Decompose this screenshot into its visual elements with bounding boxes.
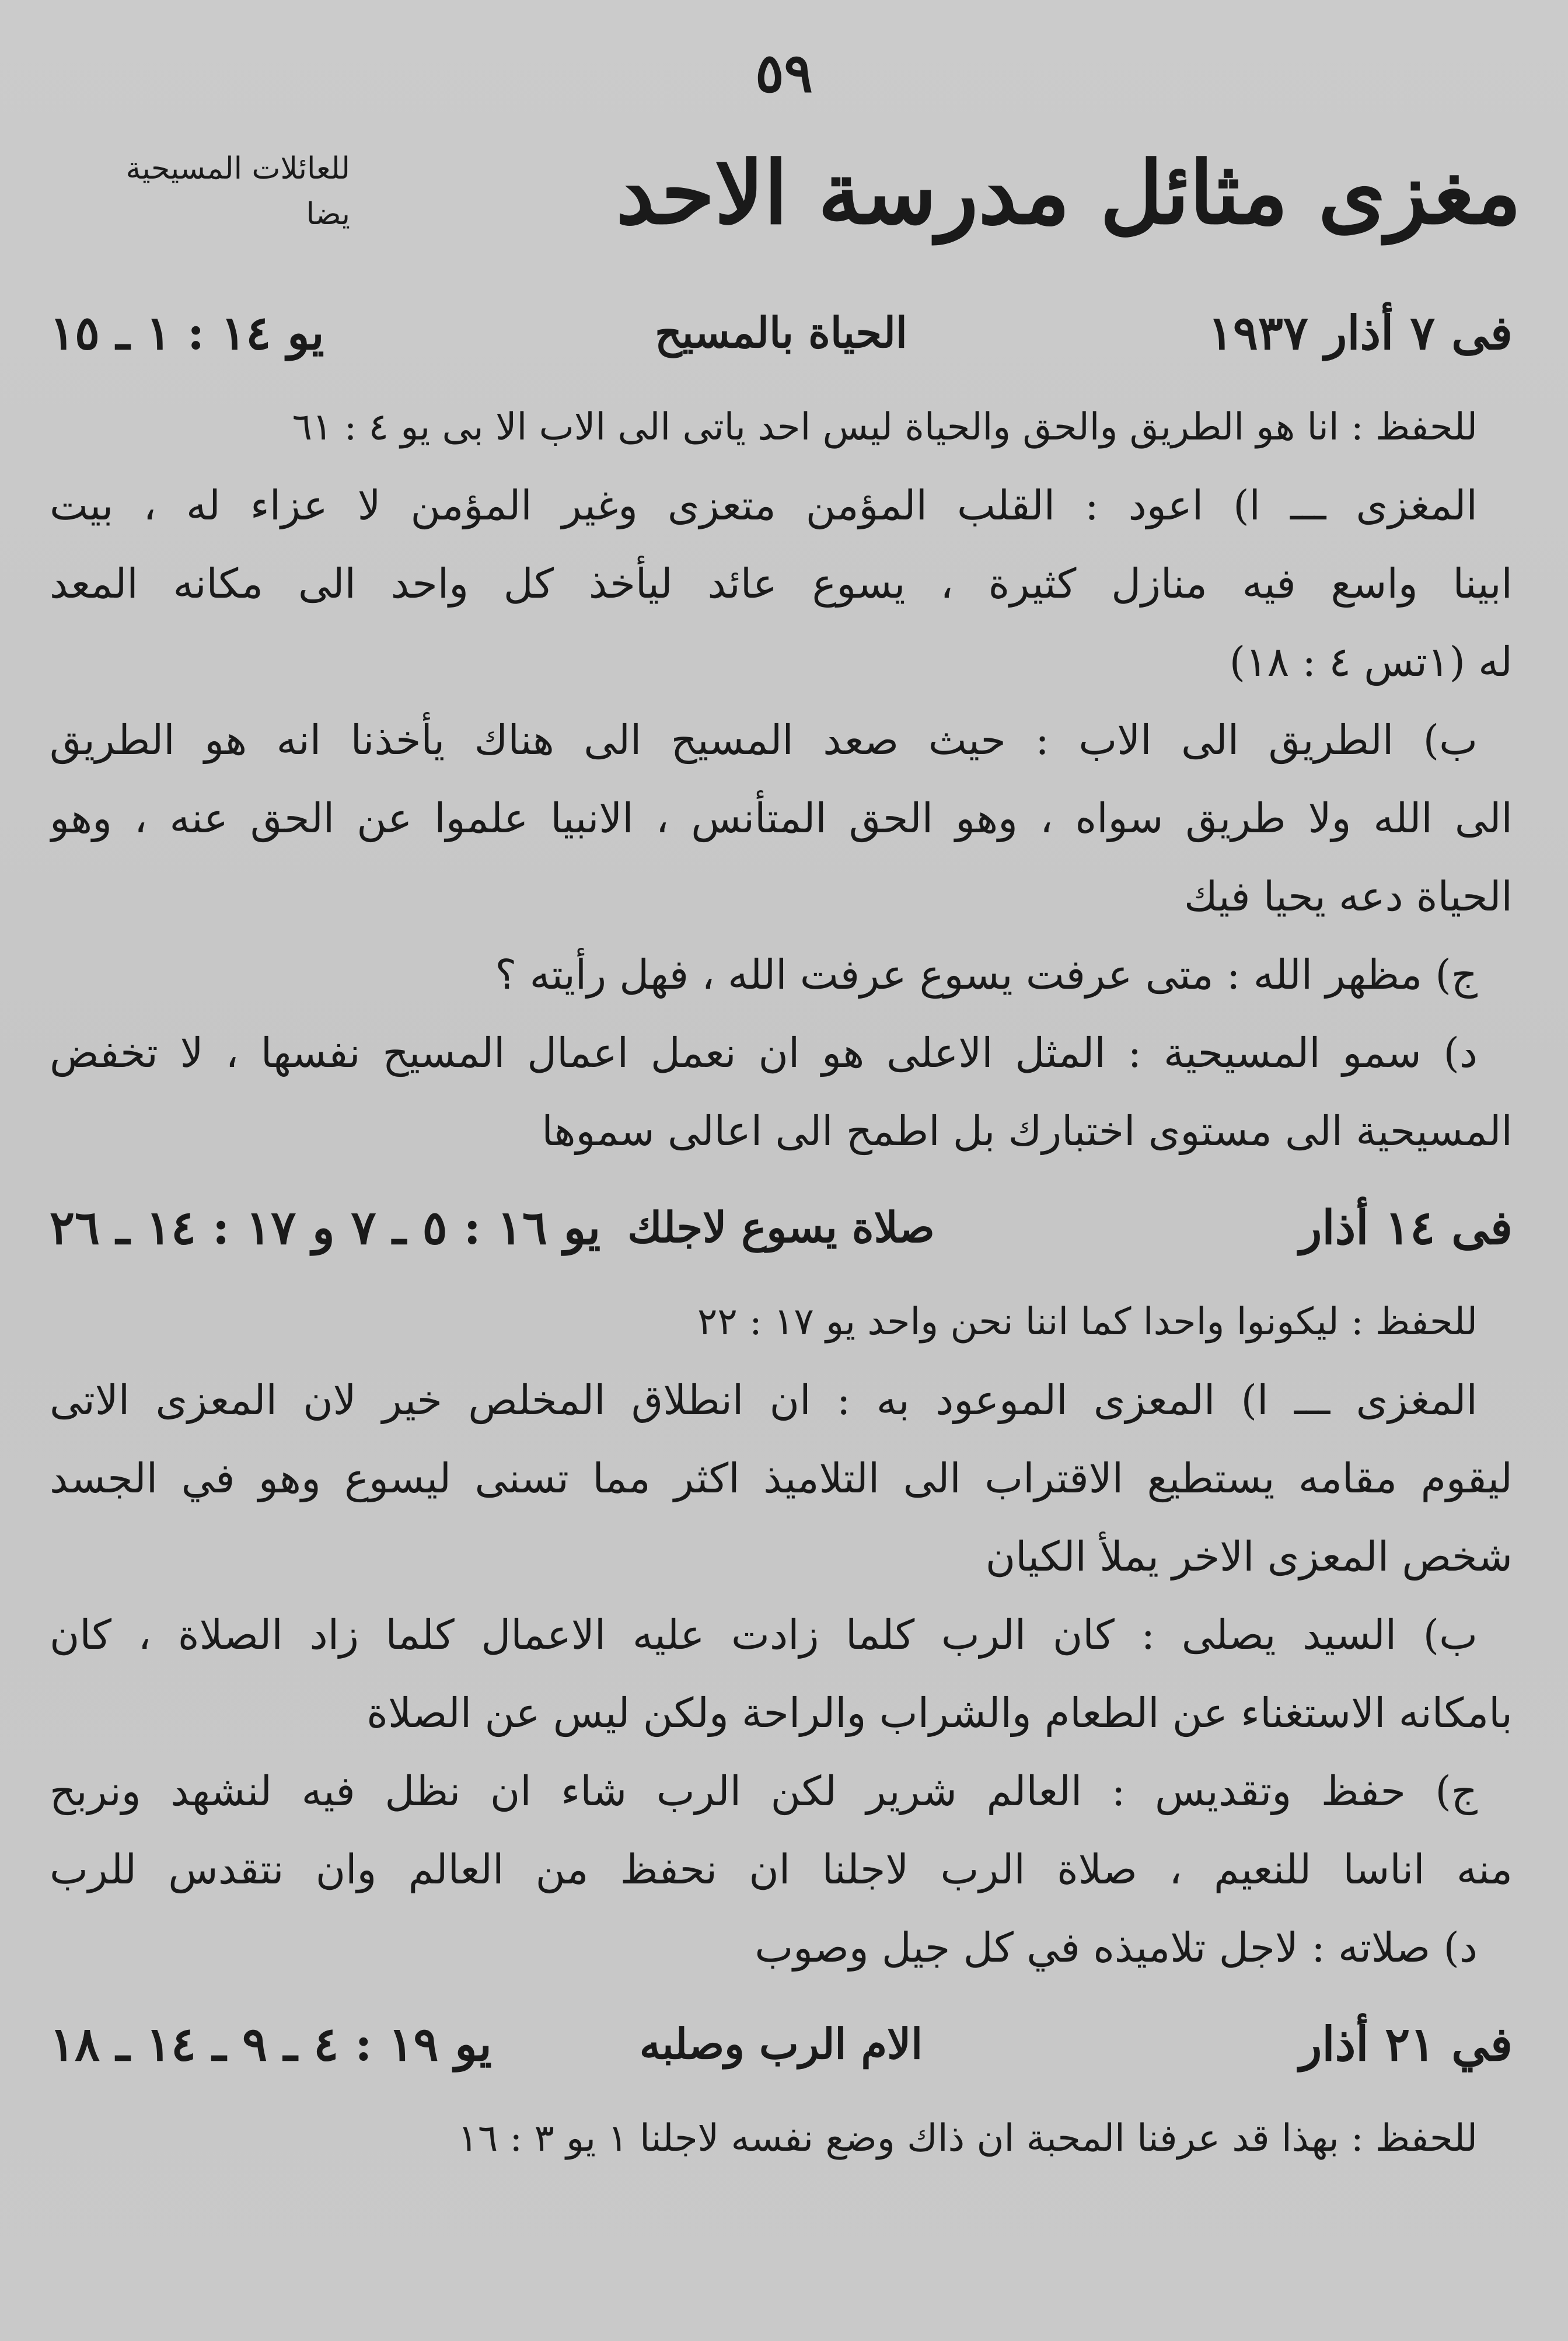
lesson-header (50, 1181, 1513, 1283)
text-line: ب) السيد يصلى : كان الرب كلما زادت عليه الاعمال كلما زاد الصلاة ، كان (50, 1611, 1478, 1659)
text-line: له (١تس ٤ : ١٨) (1229, 638, 1513, 686)
text-line: المغزى ـــ ا) المعزى الموعود به : ان انطلاق المخلص خير لان المعزى الاتى (50, 1376, 1478, 1424)
lesson-header (50, 1997, 1513, 2099)
document-body (50, 286, 1513, 2178)
side-note-line: للعائلات المسيحية (125, 151, 350, 186)
lesson-reference: يو ١٩ : ٤ ـ ٩ ـ ١٤ ـ ١٨ (50, 2016, 492, 2071)
text-line: الحياة دعه يحيا فيك (1183, 873, 1513, 920)
memory-verse: للحفظ : ليكونوا واحدا كما اننا نحن واحد يو ١٧ : ٢٢ (697, 1300, 1478, 1344)
lesson-section (50, 286, 1513, 1170)
text-line: ب) الطريق الى الاب : حيث صعد المسيح الى هناك يأخذنا انه هو الطريق (50, 716, 1478, 764)
lesson-section (50, 1997, 1513, 2178)
text-line: بامكانه الاستغناء عن الطعام والشراب والراحة ولكن ليس عن الصلاة (366, 1689, 1513, 1737)
side-note-line: يضا (306, 197, 350, 232)
memory-verse: للحفظ : بهذا قد عرفنا المحبة ان ذاك وضع نفسه لاجلنا ١ يو ٣ : ١٦ (458, 2117, 1478, 2160)
text-line: ليقوم مقامه يستطيع الاقتراب الى التلاميذ اكثر مما تسنى ليسوع وهو في الجسد (50, 1454, 1513, 1502)
page-header (35, 134, 1521, 280)
text-line: شخص المعزى الاخر يملأ الكيان (985, 1533, 1513, 1581)
text-line: المغزى ـــ ا) اعود : القلب المؤمن متعزى وغير المؤمن لا عزاء له ، بيت (50, 482, 1478, 529)
text-line: منه اناسا للنعيم ، صلاة الرب لاجلنا ان نحفظ من العالم وان نتقدس للرب (50, 1845, 1513, 1893)
lesson-title: صلاة يسوع لاجلك (627, 1202, 935, 1252)
text-line: المسيحية الى مستوى اختبارك بل اطمح الى اعالى سموها (542, 1107, 1513, 1155)
text-line: الى الله ولا طريق سواه ، وهو الحق المتأنس ، الانبيا علموا عن الحق عنه ، وهو (50, 794, 1513, 842)
text-line: ج) حفظ وتقديس : العالم شرير لكن الرب شاء ان نظل فيه لنشهد ونربح (50, 1767, 1478, 1815)
side-note (47, 146, 350, 237)
lesson-header (50, 286, 1513, 388)
lesson-reference: يو ١٦ : ٥ ـ ٧ و ١٧ : ١٤ ـ ٢٦ (50, 1200, 601, 1255)
lesson-section (50, 1181, 1513, 1987)
lesson-date: في ٢١ أذار (1299, 2016, 1513, 2071)
text-line: ابينا واسع فيه منازل كثيرة ، يسوع عائد ليأخذ كل واحد الى مكانه المعد (50, 560, 1513, 608)
lesson-date: فى ٧ أذار ١٩٣٧ (1207, 305, 1513, 360)
text-line: د) سمو المسيحية : المثل الاعلى هو ان نعمل اعمال المسيح نفسها ، لا تخفض (50, 1029, 1478, 1077)
lesson-title: الام الرب وصلبه (639, 2019, 923, 2068)
memory-verse: للحفظ : انا هو الطريق والحق والحياة ليس احد ياتى الى الاب الا بى يو ٤ : ٦١ (292, 406, 1478, 449)
page-title: مغزى مثائل مدرسة الاحد (616, 142, 1521, 243)
text-line: ج) مظهر الله : متى عرفت يسوع عرفت الله ، فهل رأيته ؟ (495, 951, 1478, 999)
page-number: ٥٩ (755, 41, 813, 104)
lesson-reference: يو ١٤ : ١ ـ ١٥ (50, 305, 324, 360)
text-line: د) صلاته : لاجل تلاميذه في كل جيل وصوب (755, 1924, 1478, 1972)
lesson-title: الحياة بالمسيح (655, 308, 907, 357)
lesson-date: فى ١٤ أذار (1299, 1200, 1513, 1255)
